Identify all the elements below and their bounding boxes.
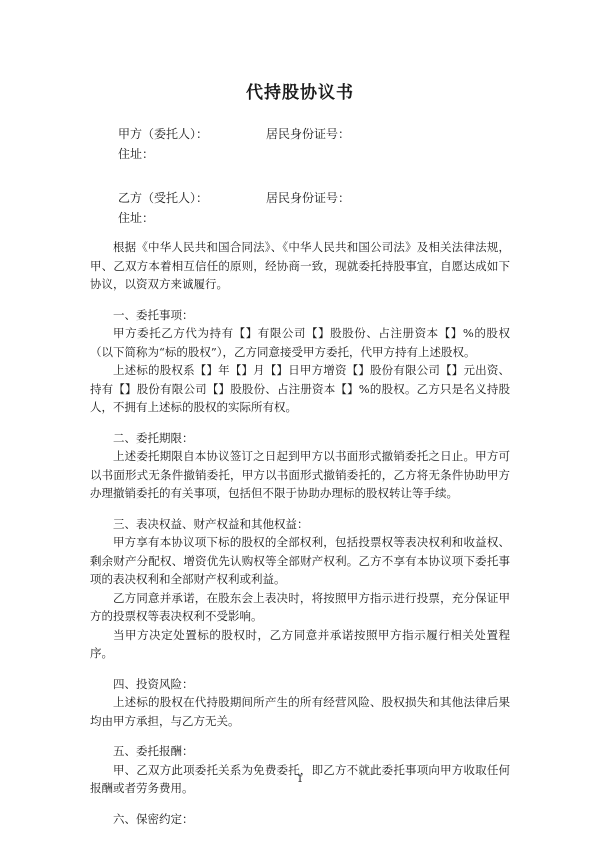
page-number: 1 — [296, 774, 304, 785]
party-a-block — [118, 124, 518, 164]
party-b-id-label: 居民身份证号： — [266, 191, 351, 205]
party-b-label: 乙方（受托人）： — [118, 191, 209, 205]
party-a-id-label: 居民身份证号： — [266, 127, 351, 141]
section-5-paragraph-1: 甲、乙双方此项委托关系为免费委托，即乙方不就此委托事项向甲方收取任何报酬或者劳务费用。 — [90, 762, 510, 795]
section-3-paragraph-3: 当甲方决定处置标的股权时，乙方同意并承诺按照甲方指示履行相关处置程序。 — [90, 627, 510, 660]
party-b-block — [118, 188, 518, 228]
section-3-paragraph-2: 乙方同意并承诺，在股东会上表决时，将按照甲方指示进行投票，充分保证甲方的投票权等表决权利不受影响。 — [90, 590, 510, 623]
document-body — [90, 238, 510, 828]
document-title: 代持股协议书 — [246, 83, 354, 103]
party-a-label: 甲方（委托人）： — [118, 127, 209, 141]
party-a-address-label: 住址： — [118, 147, 155, 161]
section-title-1: 一、委托事项： — [113, 307, 194, 322]
party-b-address-label: 住址： — [118, 211, 155, 225]
section-3-paragraph-1: 甲方享有本协议项下标的股权的全部权利，包括投票权等表决权利和收益权、剩余财产分配权、增资优先认购权等全部财产权利。乙方不享有本协议项下委托事项的表决权利和全部财产权利或利益。 — [90, 535, 510, 586]
section-4-paragraph-1: 上述标的股权在代持股期间所产生的所有经营风险、股权损失和其他法律后果均由甲方承担，与乙方无关。 — [90, 695, 510, 728]
section-title-5: 五、委托报酬： — [113, 744, 194, 758]
section-2-paragraph-1: 上述委托期限自本协议签订之日起到甲方以书面形式撤销委托之日止。甲方可以书面形式无条件撤销委托，甲方以书面形式撤销委托的，乙方将无条件协助甲方办理撤销委托的有关事项，包括但不限于协助办理标的股权转让等手续。 — [90, 449, 510, 500]
section-title-6: 六、保密约定： — [113, 811, 194, 826]
section-1-paragraph-2: 上述标的股权系【】年【】月【】日甲方增资【】股份有限公司【】元出资、持有【】股份有限公司【】股股份、占注册资本【】%的股权。乙方只是名义持股人，不拥有上述标的股权的实际所有权。 — [90, 363, 510, 414]
section-1-paragraph-1: 甲方委托乙方代为持有【】有限公司【】股股份、占注册资本【】%的股权（以下简称为“标的股权”），乙方同意接受甲方委托，代甲方持有上述股权。 — [90, 326, 510, 359]
section-title-2: 二、委托期限： — [113, 430, 194, 445]
intro-paragraph: 根据《中华人民共和国合同法》、《中华人民共和国公司法》及相关法律法规，甲、乙双方本着相互信任的原则，经协商一致，现就委托持股事宜，自愿达成如下协议，以资双方来诚履行。 — [90, 240, 510, 291]
section-title-4: 四、投资风险： — [113, 676, 194, 691]
section-title-3: 三、表决权益、财产权益和其他权益： — [113, 516, 309, 531]
